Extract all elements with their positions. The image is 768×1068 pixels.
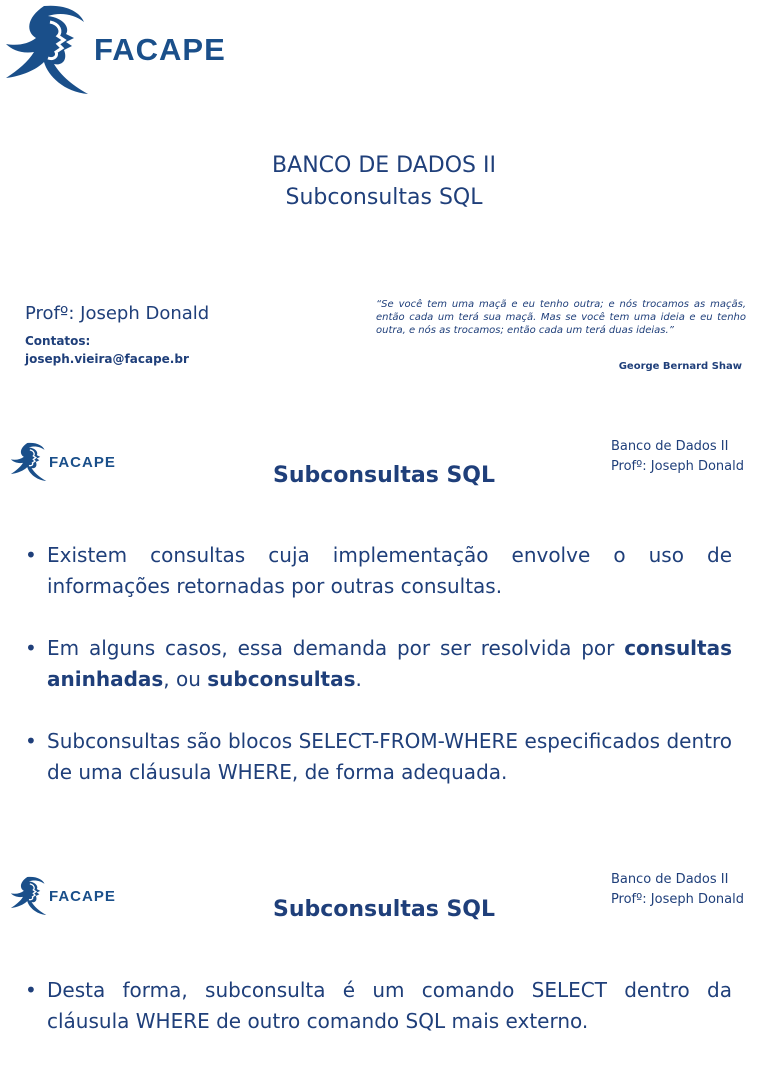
bullet-item: • Subconsultas são blocos SELECT-FROM-WHERE especificados dentro de uma cláusula WHERE, de forma adequada.: [25, 726, 732, 788]
logo-wordmark: FACAPE: [94, 32, 226, 67]
bullet-emphasis: subconsultas: [207, 667, 356, 691]
facape-logo: [4, 4, 226, 96]
contacts-label: Contatos:: [25, 334, 91, 348]
quote-text: “Se você tem uma maçã e eu tenho outra; e nós trocamos as maçãs, então cada um terá sua maçã. Mas se você tem uma ideia e eu tenho outra, e nós as trocamos; então cada um terá duas ideias.”: [376, 299, 746, 336]
bullet-item: [25, 633, 732, 695]
slide-title: Subconsultas SQL: [272, 897, 496, 922]
title-line-1: BANCO DE DADOS II: [272, 153, 496, 178]
logo-wordmark: FACAPE: [49, 453, 116, 471]
title-line-2: Subconsultas SQL: [285, 185, 483, 210]
logo-wordmark: FACAPE: [49, 887, 116, 905]
contacts-block: [25, 332, 189, 368]
course-professor: Profº: Joseph Donald: [610, 892, 744, 907]
bullet-list: [25, 975, 732, 1068]
slide-title: Subconsultas SQL: [272, 463, 496, 488]
course-name: Banco de Dados II: [610, 439, 729, 454]
course-professor: Profº: Joseph Donald: [610, 459, 744, 474]
bullet-text: , ou: [163, 667, 208, 691]
slide-title: [0, 150, 768, 214]
content-slide-2: [0, 830, 768, 1033]
bullet-item: • Desta forma, subconsulta é um comando SELECT dentro da cláusula WHERE de outro comando SQL mais externo.: [25, 975, 732, 1037]
email-text: joseph.vieira@facape.br: [25, 352, 189, 366]
course-name: Banco de Dados II: [610, 872, 729, 887]
content-slide-1: [0, 400, 768, 830]
facape-profile-icon: [4, 4, 92, 96]
bullet-item: • Existem consultas cuja implementação envolve o uso de informações retornadas por outras consultas.: [25, 540, 732, 602]
bullet-list: [25, 540, 732, 819]
bullet-text: Em alguns casos, essa demanda por ser resolvida por: [47, 636, 625, 660]
professor-name: Profº: Joseph Donald: [25, 303, 210, 324]
title-slide: [0, 0, 768, 400]
bullet-text: .: [355, 667, 362, 691]
bullet-emphasis: consultas aninhadas: [47, 636, 732, 691]
quote-author: George Bernard Shaw: [618, 361, 742, 372]
